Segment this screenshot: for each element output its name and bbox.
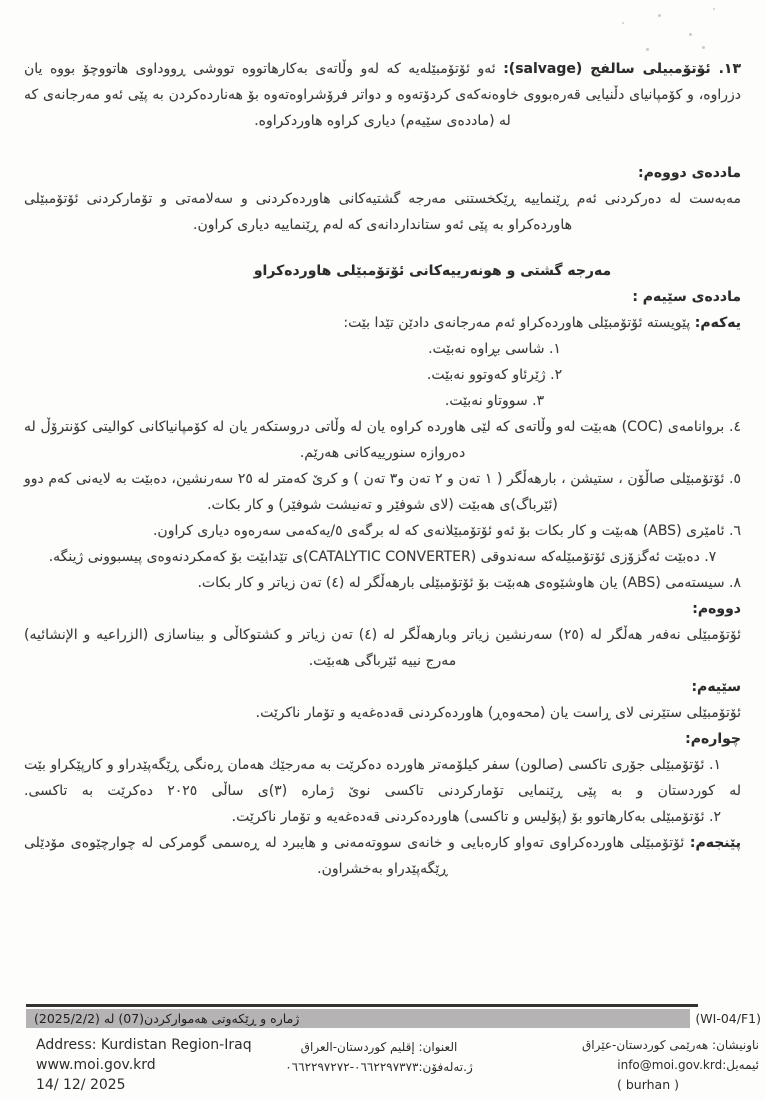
footer-column-kurdish <box>497 1035 759 1095</box>
first-clause <box>24 310 741 336</box>
scan-noise-dot <box>658 14 661 17</box>
third-body: ئۆتۆمبێلی ستێرنی لای ڕاست یان (محەوەڕ) هاوردەکردنی قەدەغەیە و تۆمار ناکرێت. <box>255 705 741 721</box>
condition-4: ٤. بروانامەی (COC) هەبێت لەو وڵاتەی کە لێی هاوردە کراوە یان لە وڵاتی دروستکەر یان لە کۆمپانیاکانی کوالیتی کۆنترۆڵ لە دەروازە سنورییەکانی هەرێم. <box>24 419 741 461</box>
address-arabic: العنوان: إقليم كوردستان-العراق <box>300 1040 458 1054</box>
condition-3: ٣. سووتاو نەبێت. <box>444 393 545 409</box>
fourth-heading: چوارەم: <box>685 731 741 747</box>
website: www.moi.gov.krd <box>36 1057 156 1073</box>
article-2-section <box>24 160 741 238</box>
fifth-clause-lead: پێنجەم: <box>689 835 741 851</box>
fifth-clause <box>24 830 741 882</box>
article-3-section <box>24 284 741 882</box>
phone-numbers: ژ.تەلەفۆن:٠٦٦٢٢٩٧٣٧٣-٠٦٦٢٢٩٧٢٧٢ <box>285 1060 473 1074</box>
second-heading: دووەم: <box>692 601 741 617</box>
condition-2: ٢. ژێرئاو کەوتوو نەبێت. <box>426 367 563 383</box>
second-body: ئۆتۆمبێلی نەفەر هەڵگر لە (٢٥) سەرنشین زیاتر وبارهەڵگر لە (٤) تەن زیاتر و کشتوکاڵی و بیناسازی (الزراعیه و الإنشائیه) مەرج نییە ئێرباگی هەبێت. <box>24 627 741 669</box>
condition-7: ٧. دەبێت ئەگزۆزی ئۆتۆمبێلەکە سەندوقی (CATALYTIC CONVERTER)ی تێدابێت بۆ کەمکردنەوەی پیسبوونی ژینگە. <box>48 549 717 565</box>
footer-column-english <box>36 1035 261 1095</box>
scan-noise-dot <box>622 22 624 24</box>
form-code: (WI-04/F1) <box>695 1011 761 1026</box>
condition-5: ٥. ئۆتۆمبێلی صاڵۆن ، ستیشن ، بارهەڵگر ( ١ تەن و ٢ تەن و٣ تەن ) و کرێ کەمتر لە ٢٥ سەرنشین، دەبێت بە لایەنی کەم دوو (ئێرباگ)ی هەبێت (لای شوفێر و تەنیشت شوفێر) و کار بکات. <box>24 471 742 513</box>
address-kurdish: ناونیشان: هەرێمی کوردستان-عێراق <box>581 1038 759 1052</box>
clause-13-text: ئەو ئۆتۆمبێلەیە کە لەو وڵاتەی بەکارهاتووە تووشی ڕووداوی هاتووچۆ بووە یان دزراوە، و کۆمپانیای دڵنیایی قەرەبووی خاوەنەکەی کردۆتەوە و دواتر فرۆشراوەتەوە بۆ هەناردەکردن بە پێی ئەو مەرجانەی کە لە (ماددەی سێیەم) دیاری کراوە هاوردکراوە. <box>24 61 741 129</box>
footer-column-arabic <box>264 1035 494 1095</box>
fourth-item-1: ١. ئۆتۆمبێلی جۆری تاکسی (صالون) سفر کیلۆمەتر هاوردە دەکرێت بە مەرجێك هەمان ڕەنگی ڕێگەپێدراو و کارپێکراو بێت لە کوردستان و بە پێی ڕێنمایی تۆمارکردنی تاکسی نوێ ژمارە (٣)ی ساڵی ٢٠٢٥ دەکرێت بە تاکسی. <box>24 757 741 799</box>
general-terms-heading: مەرجە گشتی و هونەرییەکانی ئۆتۆمبێلی هاوردەکراو <box>253 263 612 279</box>
condition-1: ١. شاسی بڕاوە نەبێت. <box>428 341 561 357</box>
clause-13-paragraph <box>24 56 741 134</box>
fourth-item-2: ٢. ئۆتۆمبێلی بەکارهاتوو بۆ (پۆلیس و تاکسی) هاوردەکردنی قەدەغەیە و تۆمار ناکرێت. <box>231 809 721 825</box>
revision-bar: ژمارە و ڕێکەوتی هەموارکردن(07) لە (2025/2/2) <box>26 1009 690 1028</box>
scan-noise-dot <box>702 46 705 49</box>
scan-noise-dot <box>646 48 649 51</box>
print-date: 14/ 12/ 2025 <box>36 1077 126 1093</box>
page-footer <box>0 1004 765 1095</box>
scan-noise-dot <box>713 8 715 10</box>
email: ئیمەیل:info@moi.gov.krd <box>617 1058 759 1072</box>
first-clause-lead: یەکەم: <box>694 315 741 331</box>
article-2-body: مەبەست لە دەرکردنی ئەم ڕێنماییە ڕێکخستنی مەرجە گشتیەکانی هاوردەکردنی و سەلامەتی و تۆمارکردنی ئۆتۆمبێلی هاوردەکراو بە پێی ئەو ستانداردانەی کە لەم ڕێنماییە دیاری کراون. <box>24 191 741 233</box>
scan-noise-dot <box>689 33 692 36</box>
article-3-heading: ماددەی سێیەم : <box>632 289 741 305</box>
fifth-clause-text: ئۆتۆمبێلی هاوردەکراوی تەواو کارەبایی و خانەی سووتەمەنی و هایبرد لە ڕەسمی گومرکی لە چوارچێوەی مۆدێلی ڕێگەپێدراو بەخشراون. <box>24 835 690 877</box>
footer-revision-row <box>0 1007 765 1029</box>
document-body <box>24 56 741 882</box>
footer-columns <box>0 1029 765 1095</box>
address-english: Address: Kurdistan Region-Iraq <box>36 1037 252 1053</box>
article-2-heading: ماددەی دووەم: <box>638 165 741 181</box>
signature: ( burhan ) <box>617 1077 679 1092</box>
condition-8: ٨. سیستەمی (ABS) یان هاوشێوەی هەبێت بۆ ئۆتۆمبێلی بارهەڵگر لە (٤) تەن زیاتر و کار بکات. <box>197 575 741 591</box>
third-heading: سێیەم: <box>691 679 741 695</box>
first-clause-text: پێویستە ئۆتۆمبێلی هاوردەکراو ئەم مەرجانەی دادێن تێدا بێت: <box>343 315 695 331</box>
condition-6: ٦. ئامێری (ABS) هەبێت و کار بکات بۆ ئەو ئۆتۆمبێلانەی کە لە برگەی ٥/یەکەمی سەرەوە دیاری کراون. <box>152 523 741 539</box>
clause-13-lead: ١٣. ئۆتۆمبیلی سالفج (salvage): <box>503 61 741 77</box>
